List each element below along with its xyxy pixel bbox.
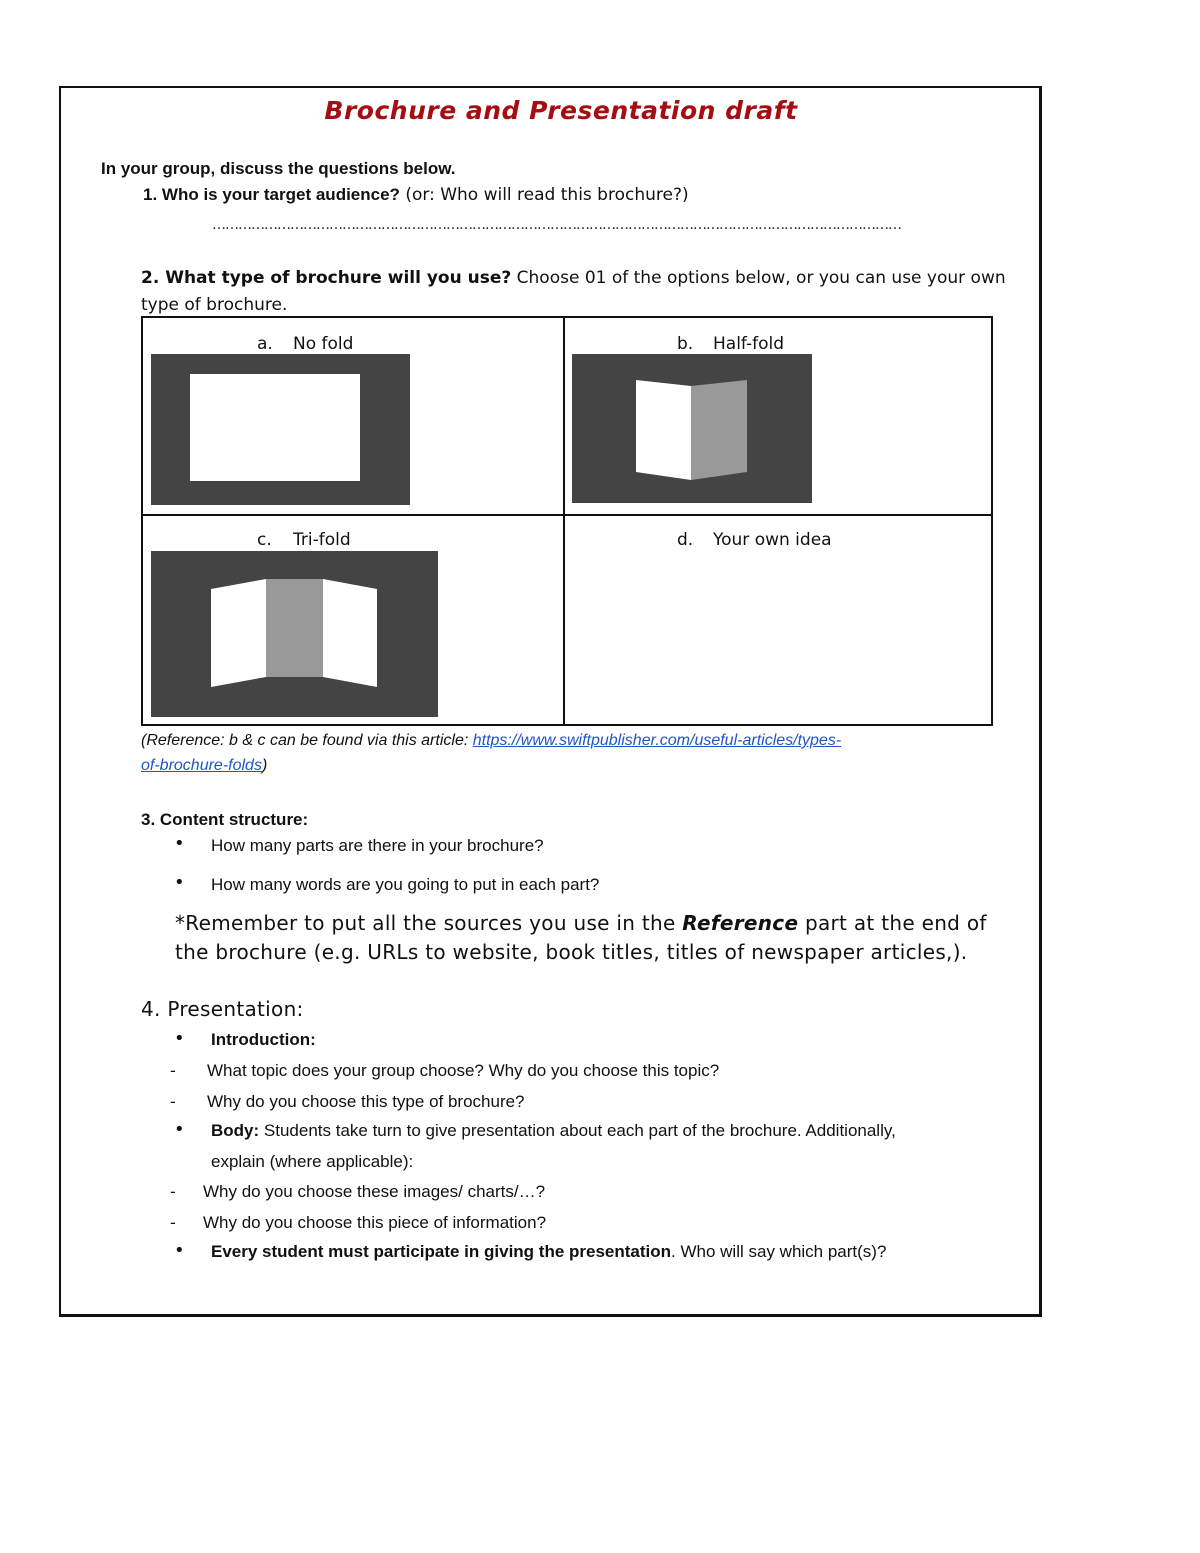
tri-fold-image [151, 551, 438, 717]
bullet-icon: • [174, 872, 185, 893]
option-c-letter: c. [257, 530, 272, 550]
content-structure-heading: 3. Content structure: [141, 810, 309, 829]
bullet-icon: • [174, 1028, 185, 1049]
reference-prefix: (Reference: b & c can be found via this article: [141, 732, 473, 749]
content-question-2: How many words are you going to put in each part? [211, 875, 600, 894]
reminder-post: part at the end of [798, 911, 987, 935]
reference-line-1 [141, 732, 841, 750]
reference-reminder-line-1 [175, 911, 987, 935]
body-line-1 [211, 1121, 896, 1141]
introduction-item-1: What topic does your group choose? Why do you choose this topic? [207, 1061, 720, 1080]
question-1-bold: 1. Who is your target audience? [143, 185, 400, 204]
bullet-icon: • [174, 833, 185, 854]
reminder-pre: *Remember to put all the sources you use in the [175, 911, 683, 935]
reference-line-2 [141, 757, 267, 775]
reference-link-part-2[interactable]: of-brochure-folds [141, 757, 262, 774]
option-b-text: Half-fold [713, 334, 785, 354]
option-a-label [257, 334, 353, 354]
body-label: Body: [211, 1121, 260, 1140]
option-b-label [677, 334, 784, 354]
dash-icon: - [170, 1092, 176, 1111]
brochure-options-table [141, 316, 993, 726]
option-b-letter: b. [677, 334, 694, 354]
option-d-letter: d. [677, 530, 694, 550]
participation-rest: . Who will say which part(s)? [671, 1242, 887, 1261]
introduction-item-2: Why do you choose this type of brochure? [207, 1092, 525, 1111]
body-text: Students take turn to give presentation about each part of the brochure. Additionally, [259, 1121, 896, 1140]
option-a-text: No fold [293, 334, 354, 354]
question-2 [141, 268, 1006, 288]
reference-reminder-line-2: the brochure (e.g. URLs to website, book titles, titles of newspaper articles,). [175, 940, 968, 964]
table-divider-vertical [563, 318, 565, 724]
content-question-1: How many parts are there in your brochure? [211, 836, 544, 855]
option-c-label [257, 530, 351, 550]
question-2-line2: type of brochure. [141, 295, 288, 315]
tri-fold-shape [151, 551, 438, 717]
body-item-1: Why do you choose these images/ charts/…? [203, 1182, 546, 1201]
table-divider-horizontal [143, 514, 991, 516]
presentation-heading: 4. Presentation: [141, 997, 304, 1021]
question-2-rest: Choose 01 of the options below, or you can use your own [511, 268, 1006, 288]
question-2-bold: 2. What type of brochure will you use? [141, 268, 512, 288]
bullet-icon: • [174, 1119, 185, 1140]
no-fold-image [151, 354, 410, 505]
option-a-letter: a. [257, 334, 273, 354]
reference-suffix: ) [261, 757, 268, 774]
body-item-2: Why do you choose this piece of information? [203, 1213, 547, 1232]
question-1-rest: (or: Who will read this brochure?) [399, 185, 689, 205]
option-d-label [677, 530, 832, 550]
bullet-icon: • [174, 1240, 185, 1261]
participation-bold: Every student must participate in giving the presentation [211, 1242, 672, 1261]
question-1 [143, 185, 689, 205]
dash-icon: - [170, 1213, 176, 1232]
page-title: Brochure and Presentation draft [324, 96, 798, 125]
no-fold-shape [151, 354, 410, 505]
intro-instruction: In your group, discuss the questions below. [101, 159, 456, 178]
dash-icon: - [170, 1061, 176, 1080]
reference-link-part-1[interactable]: https://www.swiftpublisher.com/useful-articles/types- [472, 732, 842, 749]
answer-dotted-line: …………………………………………………………………………………………………………………………………………… [212, 217, 901, 233]
option-c-text: Tri-fold [293, 530, 351, 550]
half-fold-image [572, 354, 812, 503]
half-fold-shape [572, 354, 812, 503]
reminder-emphasis: Reference [682, 911, 799, 935]
option-d-text: Your own idea [713, 530, 832, 550]
participation-line [211, 1242, 886, 1262]
body-line-2: explain (where applicable): [211, 1152, 414, 1171]
introduction-label: Introduction: [211, 1030, 316, 1049]
dash-icon: - [170, 1182, 176, 1201]
